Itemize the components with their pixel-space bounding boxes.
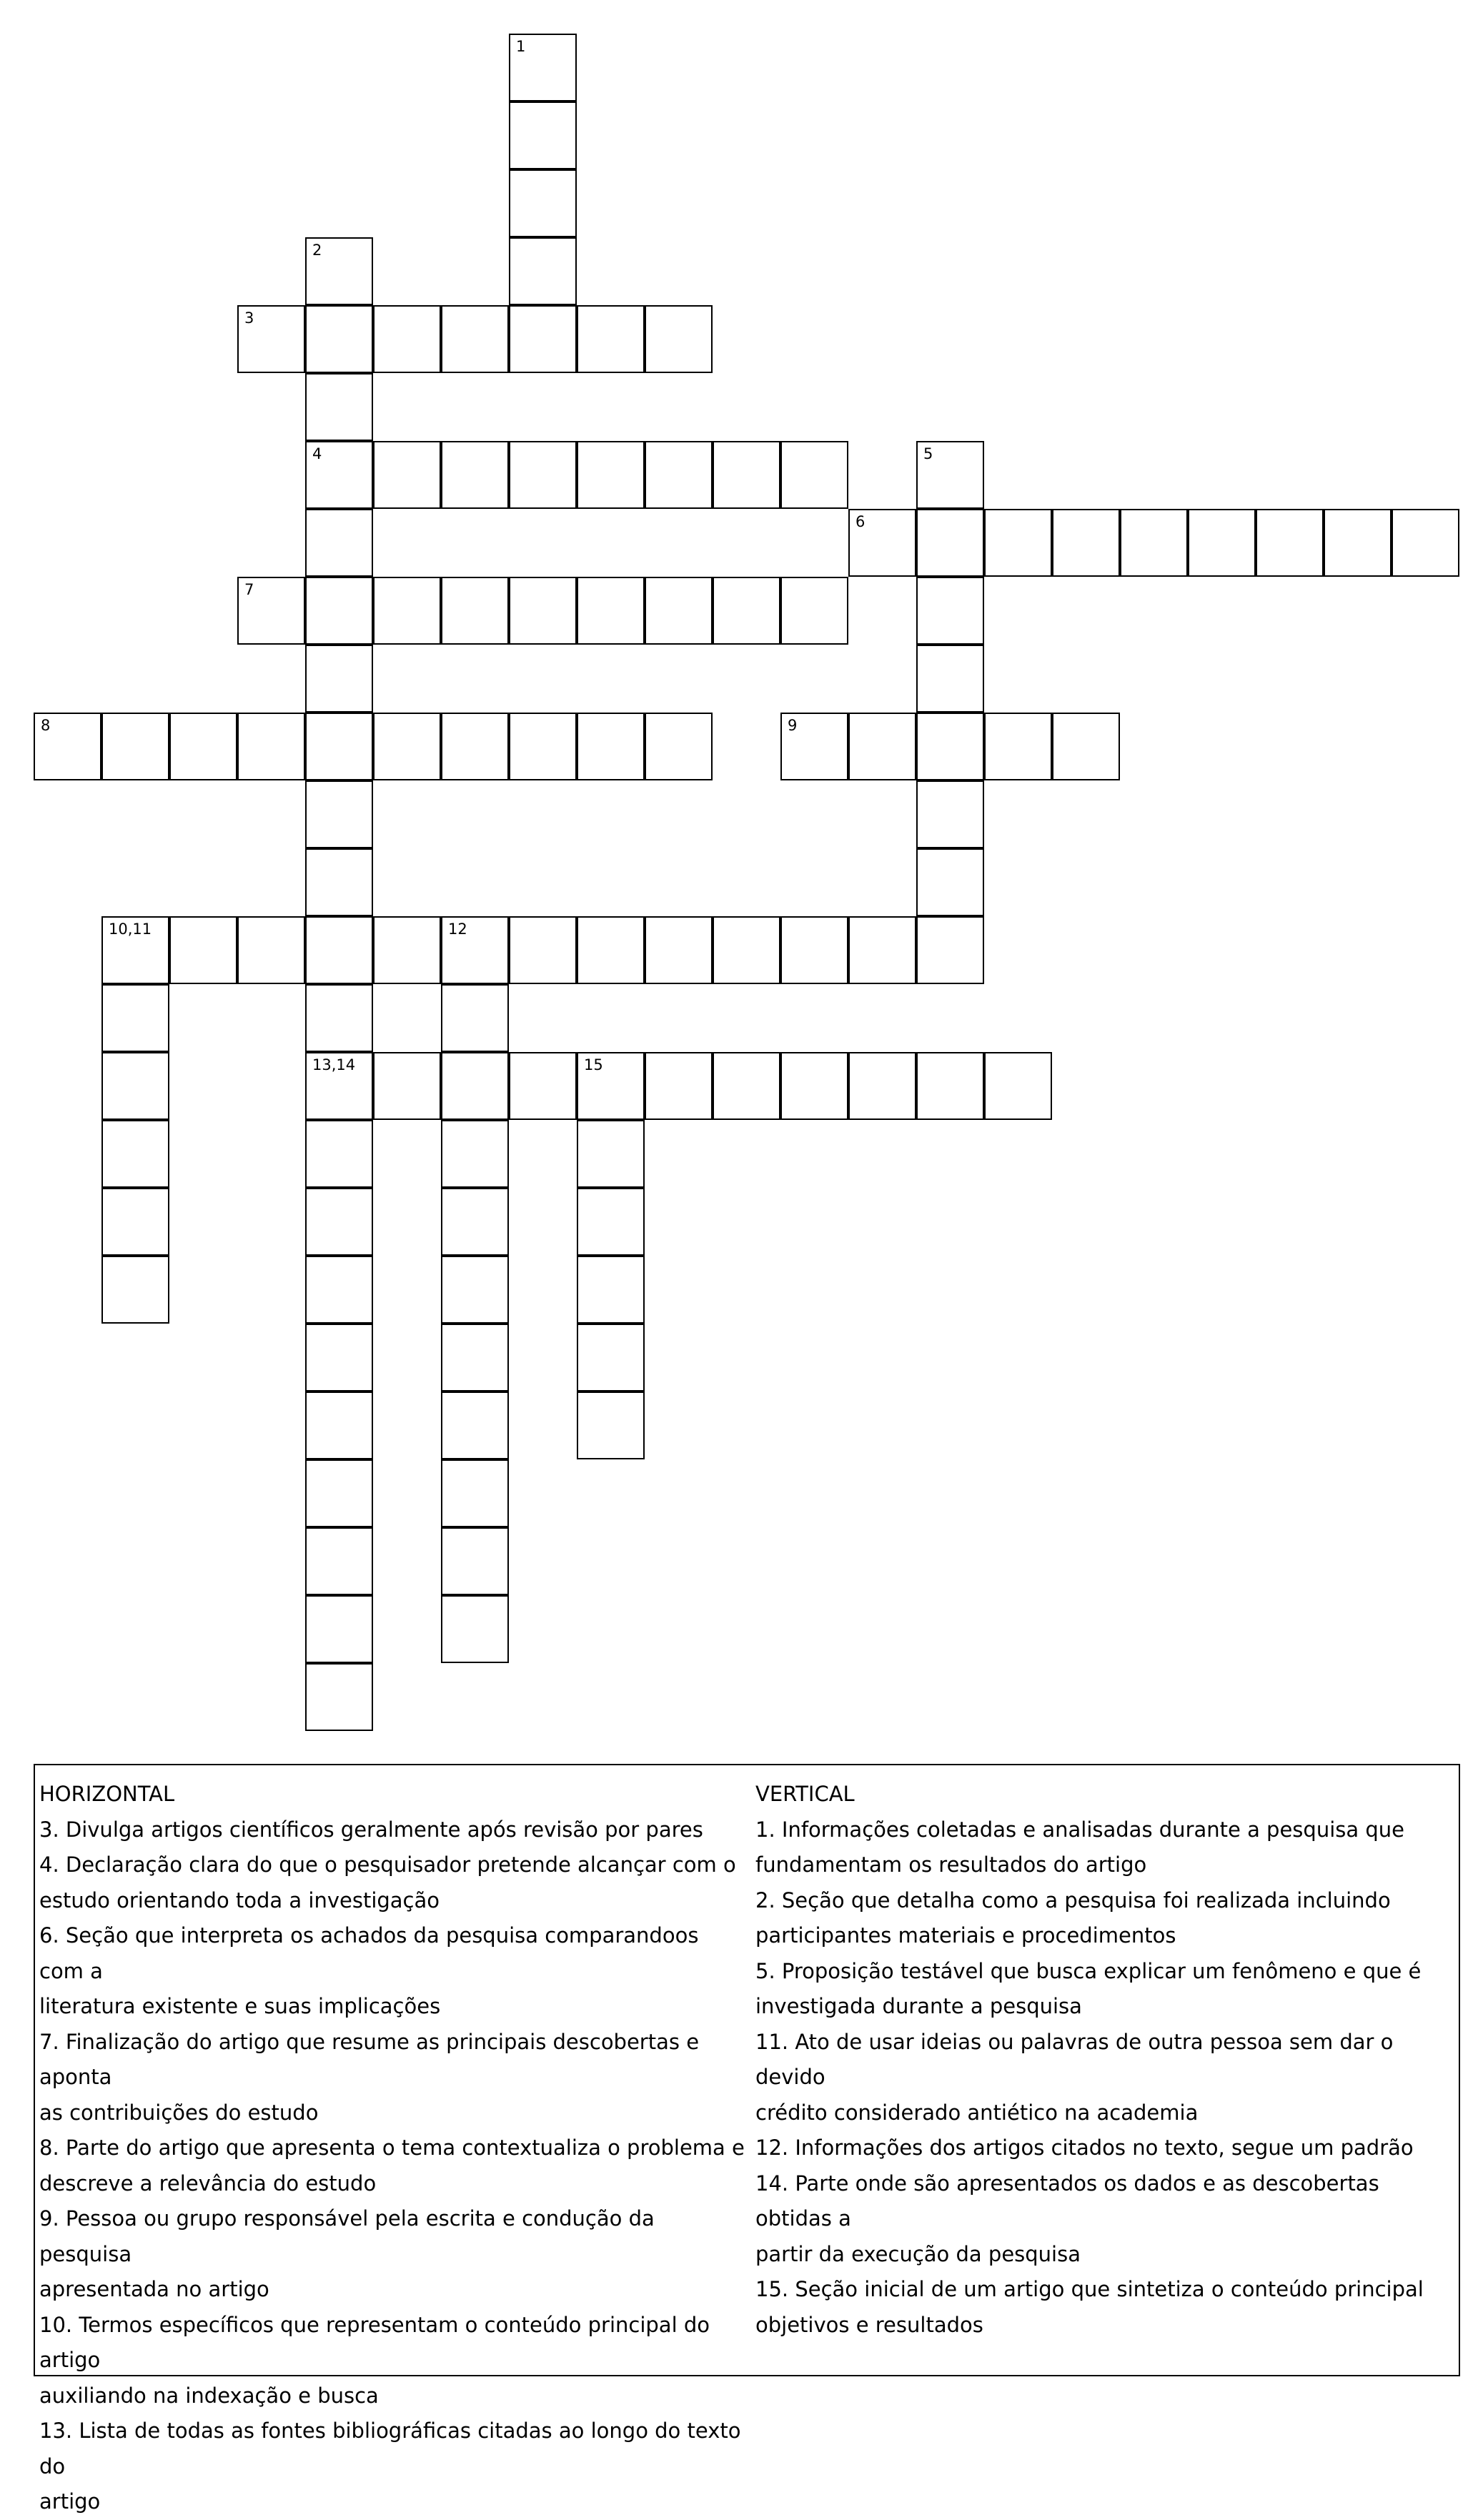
grid-cell[interactable] — [645, 713, 713, 780]
grid-cell[interactable] — [305, 1527, 373, 1595]
grid-cell[interactable] — [780, 577, 848, 645]
grid-cell[interactable] — [305, 441, 373, 509]
grid-cell[interactable] — [441, 713, 509, 780]
grid-cell[interactable] — [577, 1256, 645, 1324]
grid-cell[interactable] — [305, 1052, 373, 1120]
grid-cell[interactable] — [237, 916, 305, 984]
grid-cell[interactable] — [441, 984, 509, 1052]
grid-cell[interactable] — [1188, 509, 1256, 577]
clue-number: 12 — [448, 921, 467, 938]
grid-cell[interactable] — [916, 577, 984, 645]
grid-cell[interactable] — [169, 713, 237, 780]
grid-cell[interactable] — [169, 916, 237, 984]
grid-cell[interactable] — [916, 848, 984, 916]
grid-cell[interactable] — [237, 305, 305, 373]
grid-cell[interactable] — [577, 713, 645, 780]
grid-cell[interactable] — [984, 1052, 1052, 1120]
grid-cell[interactable] — [237, 577, 305, 645]
clue-number: 4 — [312, 445, 322, 462]
clue-h-13: 13. Lista de todas as fontes bibliográficas citadas ao longo do texto do artigo — [39, 2419, 741, 2514]
grid-cell[interactable] — [101, 1188, 169, 1256]
grid-cell[interactable] — [1256, 509, 1324, 577]
grid-cell[interactable] — [577, 441, 645, 509]
grid-cell[interactable] — [780, 713, 848, 780]
grid-cell[interactable] — [577, 577, 645, 645]
grid-cell[interactable] — [645, 305, 713, 373]
grid-cell[interactable] — [441, 1188, 509, 1256]
grid-cell[interactable] — [577, 1120, 645, 1188]
grid-cell[interactable] — [441, 577, 509, 645]
grid-cell[interactable] — [441, 1120, 509, 1188]
grid-cell[interactable] — [916, 713, 984, 780]
grid-cell[interactable] — [101, 1052, 169, 1120]
grid-cell[interactable] — [916, 1052, 984, 1120]
grid-cell[interactable] — [101, 1120, 169, 1188]
grid-cell[interactable] — [305, 916, 373, 984]
grid-cell[interactable] — [848, 509, 916, 577]
grid-cell[interactable] — [509, 101, 577, 169]
grid-cell[interactable] — [305, 1188, 373, 1256]
clue-v-5: 5. Proposição testável que busca explicar um fenômeno e que é investigada durante a pesquisa — [755, 1958, 1422, 2018]
horizontal-clues — [39, 1777, 747, 2520]
grid-cell[interactable] — [848, 1052, 916, 1120]
grid-cell[interactable] — [984, 713, 1052, 780]
clue-number: 5 — [923, 445, 933, 462]
clue-number: 6 — [855, 513, 866, 530]
grid-cell[interactable] — [1324, 509, 1392, 577]
grid-cell[interactable] — [305, 1595, 373, 1663]
grid-cell[interactable] — [577, 305, 645, 373]
clue-number: 1 — [516, 38, 526, 55]
clue-number: 2 — [312, 242, 322, 259]
grid-cell[interactable] — [984, 509, 1052, 577]
clue-v-2: 2. Seção que detalha como a pesquisa foi realizada incluindo participantes materiais e procedimentos — [755, 1887, 1391, 1948]
grid-cell[interactable] — [780, 916, 848, 984]
grid-cell[interactable] — [645, 441, 713, 509]
grid-cell[interactable] — [305, 713, 373, 780]
grid-cell[interactable] — [305, 305, 373, 373]
clue-v-1: 1. Informações coletadas e analisadas durante a pesquisa que fundamentam os resultados do artigo — [755, 1817, 1404, 1877]
grid-cell[interactable] — [373, 1052, 441, 1120]
grid-cell[interactable] — [441, 916, 509, 984]
clue-number: 10,11 — [109, 921, 152, 938]
grid-cell[interactable] — [305, 577, 373, 645]
grid-cell[interactable] — [305, 984, 373, 1052]
grid-cell[interactable] — [441, 1459, 509, 1527]
grid-cell[interactable] — [441, 441, 509, 509]
clue-v-12: 12. Informações dos artigos citados no texto, segue um padrão — [755, 2135, 1414, 2160]
grid-cell[interactable] — [509, 305, 577, 373]
grid-cell[interactable] — [1052, 713, 1120, 780]
clue-number: 13,14 — [312, 1056, 356, 1073]
grid-cell[interactable] — [645, 916, 713, 984]
grid-cell[interactable] — [305, 1324, 373, 1392]
grid-cell[interactable] — [1120, 509, 1188, 577]
grid-cell[interactable] — [577, 1188, 645, 1256]
grid-cell[interactable] — [713, 1052, 780, 1120]
vertical-clues — [755, 1777, 1449, 2343]
grid-cell[interactable] — [509, 1052, 577, 1120]
clue-h-6: 6. Seção que interpreta os achados da pesquisa comparandoos com a literatura existente e suas implicações — [39, 1923, 699, 2018]
grid-cell[interactable] — [101, 916, 169, 984]
horizontal-heading: HORIZONTAL — [39, 1782, 175, 1806]
clue-number: 3 — [244, 309, 254, 327]
grid-cell[interactable] — [713, 577, 780, 645]
clue-number: 15 — [584, 1056, 603, 1073]
grid-cell[interactable] — [509, 34, 577, 101]
clue-number: 7 — [244, 581, 254, 598]
grid-cell[interactable] — [916, 509, 984, 577]
grid-cell[interactable] — [305, 373, 373, 441]
grid-cell[interactable] — [577, 1052, 645, 1120]
grid-cell[interactable] — [441, 1527, 509, 1595]
grid-cell[interactable] — [713, 916, 780, 984]
grid-cell[interactable] — [373, 305, 441, 373]
grid-cell[interactable] — [441, 1256, 509, 1324]
grid-cell[interactable] — [305, 1459, 373, 1527]
grid-cell[interactable] — [1392, 509, 1459, 577]
grid-cell[interactable] — [373, 713, 441, 780]
grid-cell[interactable] — [848, 916, 916, 984]
clue-h-9: 9. Pessoa ou grupo responsável pela escrita e condução da pesquisa apresentada no artigo — [39, 2206, 655, 2301]
grid-cell[interactable] — [441, 305, 509, 373]
grid-cell[interactable] — [577, 1392, 645, 1459]
grid-cell[interactable] — [441, 1052, 509, 1120]
grid-cell[interactable] — [441, 1324, 509, 1392]
grid-cell[interactable] — [577, 916, 645, 984]
grid-cell[interactable] — [441, 1392, 509, 1459]
grid-cell[interactable] — [373, 441, 441, 509]
clue-h-7: 7. Finalização do artigo que resume as principais descobertas e aponta as contribuições do estudo — [39, 2029, 700, 2125]
grid-cell[interactable] — [916, 780, 984, 848]
grid-cell[interactable] — [713, 441, 780, 509]
grid-cell[interactable] — [509, 237, 577, 305]
clue-h-8: 8. Parte do artigo que apresenta o tema contextualiza o problema e descreve a relevância do estudo — [39, 2135, 745, 2196]
grid-cell[interactable] — [509, 713, 577, 780]
grid-cell[interactable] — [509, 441, 577, 509]
clue-h-4: 4. Declaração clara do que o pesquisador pretende alcançar com o estudo orientando toda a investigação — [39, 1852, 736, 1913]
clue-v-11: 11. Ato de usar ideias ou palavras de outra pessoa sem dar o devido crédito considerado antiético na academia — [755, 2029, 1394, 2125]
grid-cell[interactable] — [916, 645, 984, 713]
clues-box — [34, 1764, 1460, 2514]
grid-cell[interactable] — [441, 1595, 509, 1663]
grid-cell[interactable] — [916, 916, 984, 984]
grid-cell[interactable] — [305, 1120, 373, 1188]
grid-cell[interactable] — [509, 169, 577, 237]
grid-cell[interactable] — [645, 1052, 713, 1120]
clue-v-14: 14. Parte onde são apresentados os dados e as descobertas obtidas a partir da execução da pesquisa — [755, 2171, 1379, 2266]
grid-cell[interactable] — [577, 1324, 645, 1392]
grid-cell[interactable] — [645, 577, 713, 645]
grid-cell[interactable] — [1052, 509, 1120, 577]
grid-cell[interactable] — [373, 916, 441, 984]
grid-cell[interactable] — [305, 848, 373, 916]
grid-cell[interactable] — [305, 1392, 373, 1459]
clue-h-10: 10. Termos específicos que representam o conteúdo principal do artigo auxiliando na indexação e busca — [39, 2312, 710, 2408]
grid-cell[interactable] — [916, 441, 984, 509]
grid-cell[interactable] — [373, 577, 441, 645]
grid-cell[interactable] — [34, 713, 101, 780]
grid-cell[interactable] — [305, 237, 373, 305]
vertical-heading: VERTICAL — [755, 1782, 855, 1806]
grid-cell[interactable] — [509, 577, 577, 645]
grid-cell[interactable] — [848, 713, 916, 780]
grid-cell[interactable] — [101, 713, 169, 780]
grid-cell[interactable] — [305, 509, 373, 577]
clue-number: 9 — [788, 717, 798, 734]
grid-cell[interactable] — [780, 1052, 848, 1120]
grid-cell[interactable] — [509, 916, 577, 984]
grid-cell[interactable] — [305, 645, 373, 713]
grid-cell[interactable] — [305, 1663, 373, 1731]
clue-h-3: 3. Divulga artigos científicos geralmente após revisão por pares — [39, 1817, 703, 1842]
clue-number: 8 — [41, 717, 51, 734]
grid-cell[interactable] — [101, 984, 169, 1052]
grid-cell[interactable] — [305, 780, 373, 848]
grid-cell[interactable] — [101, 1256, 169, 1324]
grid-cell[interactable] — [305, 1256, 373, 1324]
clue-v-15: 15. Seção inicial de um artigo que sintetiza o conteúdo principal objetivos e resultados — [755, 2277, 1424, 2337]
grid-cell[interactable] — [780, 441, 848, 509]
grid-cell[interactable] — [237, 713, 305, 780]
